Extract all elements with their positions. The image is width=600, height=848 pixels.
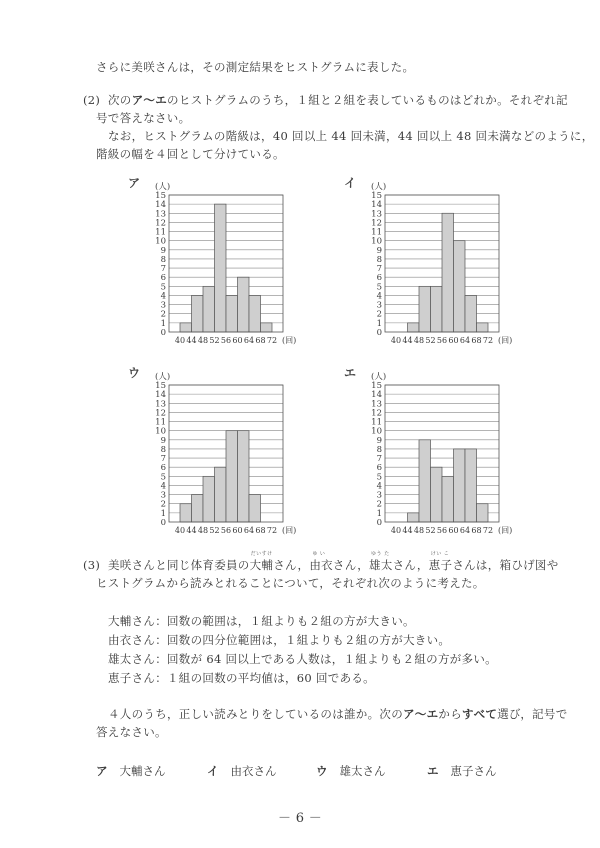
- histogram-i: [336, 170, 513, 350]
- x-tick-label: 72: [482, 526, 494, 535]
- q2-line3: なお，ヒストグラムの階級は，40 回以上 44 回未満，44 回以上 48 回未満などのように，: [108, 129, 594, 143]
- y-tick-label: 5: [160, 472, 166, 483]
- histogram-svg: [120, 360, 300, 540]
- y-tick-label: 0: [160, 328, 166, 338]
- q3-prompt-line2: 答えなさい。: [96, 725, 167, 739]
- choice-e: [427, 763, 497, 779]
- x-tick-label: 48: [413, 336, 425, 345]
- histogram-bar: [203, 476, 215, 522]
- histogram-bar: [215, 204, 227, 332]
- choice-text: 雄太さん: [339, 764, 386, 778]
- y-tick-label: 0: [160, 518, 166, 528]
- choice-label: エ: [427, 764, 439, 778]
- histogram-bar: [465, 295, 477, 332]
- q2-line1-c: のヒストグラムのうち，１組と２組を表しているものはどれか。それぞれ記: [167, 93, 568, 107]
- histogram-bar: [226, 295, 238, 332]
- x-tick-label: 48: [197, 336, 209, 345]
- x-tick-label: 60: [448, 336, 459, 345]
- x-tick-label: 68: [471, 526, 482, 535]
- x-tick-label: 68: [255, 526, 266, 535]
- histogram-bar: [215, 467, 227, 522]
- histogram-bar: [261, 323, 273, 332]
- y-tick-label: 10: [371, 236, 382, 247]
- y-tick-label: 4: [376, 481, 382, 492]
- y-tick-label: 8: [376, 444, 382, 455]
- x-tick-label: 48: [197, 526, 209, 535]
- x-tick-label: 44: [402, 336, 413, 345]
- y-tick-label: 12: [155, 218, 166, 229]
- ruby-yuta: ゆう た: [371, 551, 390, 557]
- choice-text: 大輔さん: [119, 764, 166, 778]
- y-tick-label: 13: [155, 209, 166, 220]
- y-tick-label: 2: [160, 309, 166, 320]
- histogram-bar: [442, 476, 454, 522]
- y-tick-label: 6: [376, 273, 382, 284]
- q3-line1-z: さんは，箱ひげ図や: [452, 558, 559, 572]
- histogram-bar: [465, 449, 477, 522]
- histogram-bar: [180, 323, 192, 332]
- name-keiko-text: 恵子: [428, 558, 453, 572]
- choice-u: [316, 763, 386, 779]
- histogram-bar: [431, 467, 443, 522]
- y-axis-label: (人): [155, 182, 171, 192]
- x-axis-label: (回): [282, 336, 297, 345]
- y-axis-label: (人): [371, 372, 387, 382]
- histogram-bar: [249, 295, 261, 332]
- name-yuta: [369, 551, 393, 572]
- x-tick-label: 44: [402, 526, 413, 535]
- histogram-letter: ア: [128, 176, 141, 190]
- q2-line1-choices: ア〜エ: [131, 93, 168, 107]
- q2-line2: 号で答えなさい。: [96, 111, 191, 125]
- x-axis-label: (回): [282, 526, 297, 535]
- x-tick-label: 56: [220, 526, 232, 535]
- histogram-bar: [249, 495, 261, 522]
- q2-line1-a: 次の: [108, 93, 132, 107]
- name-daisuke-text: 大輔: [249, 558, 274, 572]
- choice-text: 恵子さん: [450, 764, 497, 778]
- sep: さん，: [273, 558, 310, 572]
- x-tick-label: 52: [209, 336, 220, 345]
- name-yui: [309, 551, 333, 572]
- histogram-bar: [238, 431, 250, 522]
- x-tick-label: 68: [471, 336, 482, 345]
- x-tick-label: 44: [186, 336, 197, 345]
- histogram-bar: [431, 286, 443, 332]
- x-tick-label: 68: [255, 336, 266, 345]
- sep: さん，: [332, 558, 370, 572]
- y-tick-label: 5: [376, 282, 382, 293]
- x-axis-label: (回): [498, 336, 513, 345]
- x-tick-label: 72: [482, 336, 494, 345]
- y-axis-label: (人): [371, 182, 387, 192]
- name-keiko: [428, 551, 453, 572]
- name-yuta-text: 雄太: [369, 558, 393, 572]
- choice-label: イ: [207, 764, 219, 778]
- y-tick-label: 10: [371, 426, 382, 437]
- histogram-bar: [408, 513, 420, 522]
- intro-text: さらに美咲さんは，その測定結果をヒストグラムに表した。: [96, 60, 415, 74]
- choice-label: ウ: [316, 764, 328, 778]
- choice-a: [96, 763, 166, 779]
- y-tick-label: 2: [160, 499, 166, 510]
- histogram-svg: [336, 360, 516, 540]
- x-axis-label: (回): [498, 526, 513, 535]
- x-tick-label: 52: [425, 526, 436, 535]
- choice-label: ア: [96, 764, 108, 778]
- prompt-e: 選び，記号で: [497, 707, 568, 721]
- x-tick-label: 40: [174, 336, 186, 345]
- q3-line1: [108, 551, 559, 572]
- statement-yuta: 雄太さん：回数が 64 回以上である人数は，１組よりも２組の方が多い。: [108, 652, 497, 666]
- x-tick-label: 72: [266, 526, 278, 535]
- y-tick-label: 6: [160, 463, 166, 474]
- x-tick-label: 60: [232, 526, 243, 535]
- x-tick-label: 40: [174, 526, 186, 535]
- y-tick-label: 15: [371, 381, 382, 391]
- x-tick-label: 56: [220, 336, 232, 345]
- x-tick-label: 64: [459, 336, 471, 345]
- histogram-letter: イ: [344, 176, 357, 190]
- q3-line1-a: 美咲さんと同じ体育委員の: [108, 558, 250, 572]
- y-tick-label: 15: [371, 191, 382, 201]
- x-tick-label: 64: [243, 336, 255, 345]
- y-tick-label: 14: [371, 390, 382, 401]
- x-tick-label: 72: [266, 336, 278, 345]
- y-tick-label: 10: [155, 426, 166, 437]
- y-tick-label: 14: [155, 390, 166, 401]
- prompt-choices: ア〜エ: [403, 707, 439, 721]
- histogram-bar: [454, 449, 466, 522]
- ruby-yui: ゆ い: [312, 551, 326, 557]
- histogram-svg: [336, 170, 516, 350]
- y-tick-label: 1: [376, 508, 382, 519]
- y-tick-label: 7: [376, 454, 382, 465]
- y-tick-label: 0: [376, 328, 382, 338]
- y-tick-label: 10: [155, 236, 166, 247]
- x-tick-label: 56: [436, 526, 448, 535]
- choice-text: 由衣さん: [230, 764, 277, 778]
- q2-line4: 階級の幅を４回として分けている。: [96, 147, 285, 161]
- q3-prompt-line1: [108, 707, 568, 721]
- q3-number: (3): [83, 558, 101, 572]
- ruby-daisuke: だいすけ: [250, 551, 273, 557]
- histogram-bar: [226, 431, 238, 522]
- name-yui-text: 由衣: [309, 558, 333, 572]
- y-tick-label: 2: [376, 499, 382, 510]
- histogram-bar: [203, 286, 215, 332]
- histogram-bar: [477, 323, 489, 332]
- y-tick-label: 9: [376, 245, 382, 256]
- y-tick-label: 15: [155, 381, 166, 391]
- y-tick-label: 4: [376, 291, 382, 302]
- histogram-letter: エ: [344, 366, 357, 380]
- x-tick-label: 64: [243, 526, 255, 535]
- x-tick-label: 60: [232, 336, 243, 345]
- q3-line2: ヒストグラムから読みとれることについて，それぞれ次のように考えた。: [96, 576, 485, 590]
- y-tick-label: 7: [160, 454, 166, 465]
- y-tick-label: 12: [371, 408, 382, 419]
- x-tick-label: 60: [448, 526, 459, 535]
- y-tick-label: 12: [155, 408, 166, 419]
- x-tick-label: 48: [413, 526, 425, 535]
- y-tick-label: 7: [160, 264, 166, 275]
- x-tick-label: 56: [436, 336, 448, 345]
- y-tick-label: 3: [160, 490, 166, 501]
- y-tick-label: 3: [160, 300, 166, 311]
- y-axis-label: (人): [155, 372, 171, 382]
- y-tick-label: 8: [160, 444, 166, 455]
- histogram-letter: ウ: [128, 366, 141, 380]
- choice-i: [207, 763, 277, 779]
- y-tick-label: 0: [376, 518, 382, 528]
- histogram-bar: [419, 286, 431, 332]
- y-tick-label: 9: [160, 245, 166, 256]
- prompt-a: ４人のうち，正しい読みとりをしているのは誰か。次の: [108, 707, 403, 721]
- histogram-bar: [192, 295, 204, 332]
- y-tick-label: 5: [160, 282, 166, 293]
- y-tick-label: 3: [376, 300, 382, 311]
- y-tick-label: 13: [371, 209, 382, 220]
- histogram-a: [120, 170, 297, 350]
- y-tick-label: 6: [376, 463, 382, 474]
- y-tick-label: 15: [155, 191, 166, 201]
- x-tick-label: 64: [459, 526, 471, 535]
- y-tick-label: 6: [160, 273, 166, 284]
- y-tick-label: 4: [160, 291, 166, 302]
- histogram-svg: [120, 170, 300, 350]
- y-tick-label: 12: [371, 218, 382, 229]
- y-tick-label: 1: [376, 318, 382, 329]
- y-tick-label: 8: [376, 254, 382, 265]
- y-tick-label: 11: [155, 227, 166, 238]
- x-tick-label: 40: [390, 526, 402, 535]
- histogram-bar: [238, 277, 250, 332]
- histogram-bar: [408, 323, 420, 332]
- ruby-keiko: けい こ: [430, 551, 450, 557]
- y-tick-label: 14: [155, 200, 166, 211]
- y-tick-label: 1: [160, 508, 166, 519]
- y-tick-label: 14: [371, 200, 382, 211]
- histogram-bar: [477, 504, 489, 522]
- histogram-e: [336, 360, 513, 540]
- x-tick-label: 52: [209, 526, 220, 535]
- histogram-u: [120, 360, 297, 540]
- q2-line1: [108, 93, 568, 107]
- histogram-bar: [192, 495, 204, 522]
- y-tick-label: 13: [371, 399, 382, 410]
- y-tick-label: 11: [371, 417, 382, 428]
- q2-number: (2): [83, 93, 101, 107]
- prompt-all: すべて: [462, 707, 498, 721]
- y-tick-label: 9: [376, 435, 382, 446]
- x-tick-label: 40: [390, 336, 402, 345]
- y-tick-label: 5: [376, 472, 382, 483]
- y-tick-label: 4: [160, 481, 166, 492]
- y-tick-label: 7: [376, 264, 382, 275]
- histogram-bar: [442, 213, 454, 332]
- y-tick-label: 3: [376, 490, 382, 501]
- y-tick-label: 9: [160, 435, 166, 446]
- page-number: － 6 －: [277, 811, 323, 826]
- prompt-c: から: [438, 707, 463, 721]
- y-tick-label: 11: [155, 417, 166, 428]
- y-tick-label: 8: [160, 254, 166, 265]
- statement-daisuke: 大輔さん：回数の範囲は，１組よりも２組の方が大きい。: [108, 614, 415, 628]
- statement-keiko: 恵子さん：１組の回数の平均値は，60 回である。: [108, 671, 375, 685]
- x-tick-label: 44: [186, 526, 197, 535]
- name-daisuke: [249, 551, 274, 572]
- statement-yui: 由衣さん：回数の四分位範囲は，１組よりも２組の方が大きい。: [108, 633, 451, 647]
- histogram-bar: [180, 504, 192, 522]
- y-tick-label: 11: [371, 227, 382, 238]
- y-tick-label: 1: [160, 318, 166, 329]
- histogram-bar: [454, 241, 466, 332]
- y-tick-label: 13: [155, 399, 166, 410]
- y-tick-label: 2: [376, 309, 382, 320]
- sep: さん，: [392, 558, 429, 572]
- x-tick-label: 52: [425, 336, 436, 345]
- histogram-bar: [419, 440, 431, 522]
